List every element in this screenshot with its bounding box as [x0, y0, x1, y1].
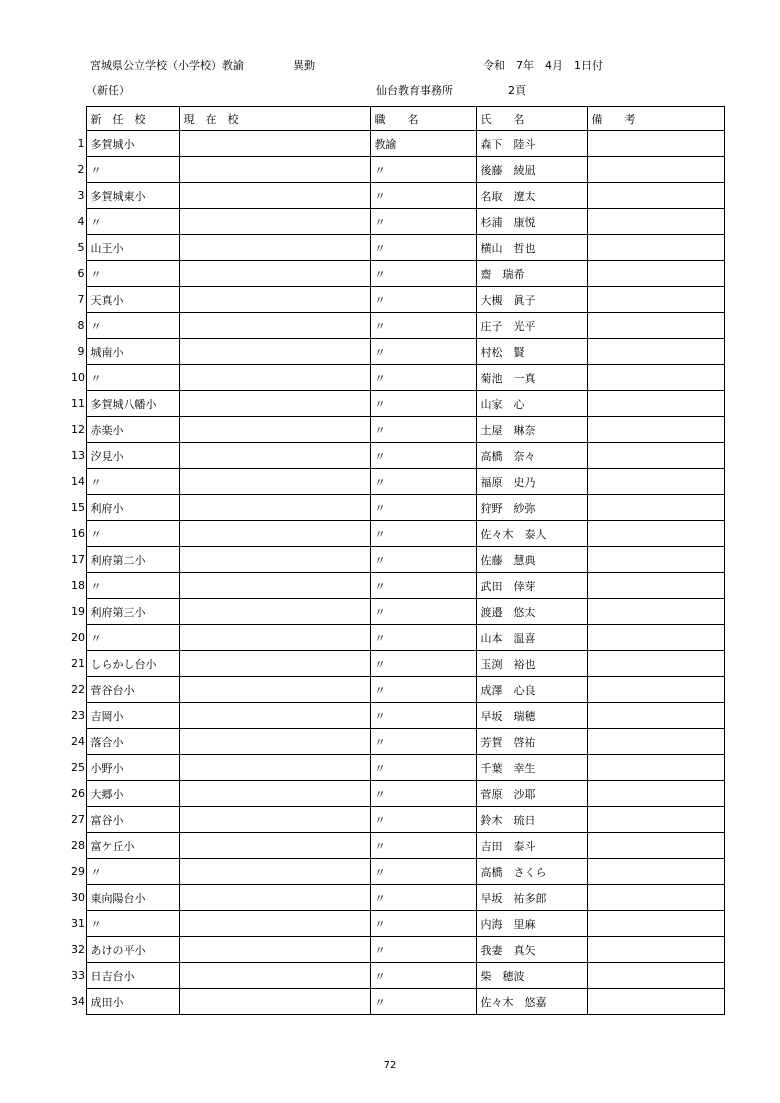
- row-number: 14: [71, 475, 85, 488]
- current-school-cell: [179, 339, 370, 365]
- table-row: [71, 391, 724, 417]
- new-school-cell: 〃: [86, 911, 179, 937]
- new-school-cell: 〃: [86, 313, 179, 339]
- new-school-cell: しらかし台小: [86, 651, 179, 677]
- table-row: [71, 521, 724, 547]
- current-school-cell: [179, 209, 370, 235]
- new-school-cell: 山王小: [86, 235, 179, 261]
- table-row: [71, 469, 724, 495]
- position-cell: 〃: [370, 521, 476, 547]
- name-cell: 高橋 さくら: [476, 859, 587, 885]
- table-row: [71, 573, 724, 599]
- current-school-cell: [179, 261, 370, 287]
- remarks-cell: [587, 729, 724, 755]
- table-row: [71, 131, 724, 157]
- remarks-cell: [587, 859, 724, 885]
- name-cell: 佐藤 慧典: [476, 547, 587, 573]
- table-row: [71, 547, 724, 573]
- remarks-cell: [587, 443, 724, 469]
- new-school-cell: 成田小: [86, 989, 179, 1015]
- new-school-cell: 多賀城小: [86, 131, 179, 157]
- column-header-current-school: 現 在 校: [179, 107, 370, 131]
- position-cell: 〃: [370, 573, 476, 599]
- row-number: 9: [77, 345, 85, 358]
- row-number: 7: [77, 293, 85, 306]
- table-row: [71, 417, 724, 443]
- page-label: 2頁: [508, 84, 526, 97]
- table-row: [71, 365, 724, 391]
- row-number: 4: [77, 215, 85, 228]
- new-school-cell: 〃: [86, 261, 179, 287]
- roster-table: [71, 106, 725, 1015]
- row-number: 29: [71, 865, 85, 878]
- position-cell: 〃: [370, 625, 476, 651]
- row-number: 30: [71, 891, 85, 904]
- row-number: 12: [71, 423, 85, 436]
- position-cell: 〃: [370, 313, 476, 339]
- name-cell: 山家 心: [476, 391, 587, 417]
- current-school-cell: [179, 157, 370, 183]
- table-row: [71, 807, 724, 833]
- remarks-cell: [587, 781, 724, 807]
- table-row: [71, 729, 724, 755]
- table-row: [71, 989, 724, 1015]
- row-number: 11: [71, 397, 85, 410]
- remarks-cell: [587, 365, 724, 391]
- roster-body: [71, 131, 724, 1015]
- row-number: 8: [77, 319, 85, 332]
- row-number: 16: [71, 527, 85, 540]
- row-number: 19: [71, 605, 85, 618]
- table-row: [71, 261, 724, 287]
- position-cell: 〃: [370, 677, 476, 703]
- current-school-cell: [179, 417, 370, 443]
- name-cell: 芳賀 啓祐: [476, 729, 587, 755]
- name-cell: 後藤 綾凪: [476, 157, 587, 183]
- table-row: [71, 183, 724, 209]
- remarks-cell: [587, 235, 724, 261]
- table-row: [71, 677, 724, 703]
- table-row: [71, 859, 724, 885]
- new-school-cell: 赤楽小: [86, 417, 179, 443]
- name-cell: 名取 遼太: [476, 183, 587, 209]
- position-cell: 〃: [370, 599, 476, 625]
- new-school-cell: 利府第三小: [86, 599, 179, 625]
- new-school-cell: 菅谷台小: [86, 677, 179, 703]
- name-cell: 柴 穂波: [476, 963, 587, 989]
- table-row: [71, 885, 724, 911]
- current-school-cell: [179, 677, 370, 703]
- row-number: 1: [77, 137, 85, 150]
- position-cell: 〃: [370, 339, 476, 365]
- new-school-cell: 多賀城八幡小: [86, 391, 179, 417]
- name-cell: 福原 史乃: [476, 469, 587, 495]
- name-cell: 我妻 真矢: [476, 937, 587, 963]
- current-school-cell: [179, 859, 370, 885]
- current-school-cell: [179, 833, 370, 859]
- table-row: [71, 651, 724, 677]
- row-number: 17: [71, 553, 85, 566]
- remarks-cell: [587, 495, 724, 521]
- position-cell: 〃: [370, 885, 476, 911]
- current-school-cell: [179, 963, 370, 989]
- position-cell: 〃: [370, 833, 476, 859]
- current-school-cell: [179, 469, 370, 495]
- remarks-cell: [587, 937, 724, 963]
- column-header-position: 職 名: [370, 107, 476, 131]
- current-school-cell: [179, 495, 370, 521]
- remarks-cell: [587, 391, 724, 417]
- current-school-cell: [179, 573, 370, 599]
- position-cell: 〃: [370, 703, 476, 729]
- position-cell: 〃: [370, 781, 476, 807]
- new-school-cell: 天真小: [86, 287, 179, 313]
- remarks-cell: [587, 573, 724, 599]
- new-school-cell: 汐見小: [86, 443, 179, 469]
- new-school-cell: あけの平小: [86, 937, 179, 963]
- position-cell: 〃: [370, 157, 476, 183]
- table-row: [71, 287, 724, 313]
- name-cell: 内海 里麻: [476, 911, 587, 937]
- table-row: [71, 235, 724, 261]
- position-cell: 〃: [370, 963, 476, 989]
- row-number: 6: [77, 267, 85, 280]
- row-number: 13: [71, 449, 85, 462]
- position-cell: 〃: [370, 209, 476, 235]
- current-school-cell: [179, 703, 370, 729]
- name-cell: 横山 哲也: [476, 235, 587, 261]
- table-row: [71, 625, 724, 651]
- category-label: （新任）: [86, 84, 130, 97]
- new-school-cell: 〃: [86, 625, 179, 651]
- name-cell: 早坂 祐多郎: [476, 885, 587, 911]
- position-cell: 〃: [370, 183, 476, 209]
- current-school-cell: [179, 287, 370, 313]
- position-cell: 〃: [370, 755, 476, 781]
- position-cell: 〃: [370, 417, 476, 443]
- name-cell: 高橋 奈々: [476, 443, 587, 469]
- table-row: [71, 911, 724, 937]
- remarks-cell: [587, 703, 724, 729]
- name-cell: 菊池 一真: [476, 365, 587, 391]
- new-school-cell: 多賀城東小: [86, 183, 179, 209]
- current-school-cell: [179, 391, 370, 417]
- name-cell: 杉浦 康悦: [476, 209, 587, 235]
- table-row: [71, 313, 724, 339]
- position-cell: 〃: [370, 365, 476, 391]
- table-row: [71, 599, 724, 625]
- position-cell: 〃: [370, 911, 476, 937]
- name-cell: 村松 賢: [476, 339, 587, 365]
- current-school-cell: [179, 365, 370, 391]
- remarks-cell: [587, 287, 724, 313]
- new-school-cell: 日吉台小: [86, 963, 179, 989]
- name-cell: 山本 温喜: [476, 625, 587, 651]
- remarks-cell: [587, 755, 724, 781]
- new-school-cell: 〃: [86, 365, 179, 391]
- position-cell: 〃: [370, 469, 476, 495]
- column-header-remarks: 備 考: [587, 107, 724, 131]
- table-row: [71, 833, 724, 859]
- table-row: [71, 703, 724, 729]
- current-school-cell: [179, 885, 370, 911]
- row-number: 10: [71, 371, 85, 384]
- row-number: 24: [71, 735, 85, 748]
- position-cell: 〃: [370, 261, 476, 287]
- current-school-cell: [179, 781, 370, 807]
- new-school-cell: 城南小: [86, 339, 179, 365]
- current-school-cell: [179, 313, 370, 339]
- name-cell: 齋 瑞希: [476, 261, 587, 287]
- new-school-cell: 〃: [86, 521, 179, 547]
- current-school-cell: [179, 521, 370, 547]
- new-school-cell: 落合小: [86, 729, 179, 755]
- row-number: 23: [71, 709, 85, 722]
- row-number: 33: [71, 969, 85, 982]
- new-school-cell: 〃: [86, 859, 179, 885]
- position-cell: 〃: [370, 235, 476, 261]
- name-cell: 早坂 瑞穂: [476, 703, 587, 729]
- row-number: 31: [71, 917, 85, 930]
- position-cell: 教諭: [370, 131, 476, 157]
- remarks-cell: [587, 521, 724, 547]
- new-school-cell: 利府小: [86, 495, 179, 521]
- row-number: 32: [71, 943, 85, 956]
- column-header-name: 氏 名: [476, 107, 587, 131]
- current-school-cell: [179, 807, 370, 833]
- table-header-row: [71, 107, 724, 131]
- current-school-cell: [179, 937, 370, 963]
- remarks-cell: [587, 599, 724, 625]
- name-cell: 土屋 琳奈: [476, 417, 587, 443]
- row-number: 5: [77, 241, 85, 254]
- table-row: [71, 157, 724, 183]
- row-number: 27: [71, 813, 85, 826]
- page-number: 72: [383, 1060, 397, 1071]
- current-school-cell: [179, 599, 370, 625]
- table-row: [71, 781, 724, 807]
- new-school-cell: 富ケ丘小: [86, 833, 179, 859]
- name-cell: 庄子 光平: [476, 313, 587, 339]
- new-school-cell: 小野小: [86, 755, 179, 781]
- row-number-header: [71, 107, 86, 131]
- effective-date: 令和 7年 4月 1日付: [483, 59, 603, 72]
- remarks-cell: [587, 261, 724, 287]
- row-number: 3: [77, 189, 85, 202]
- current-school-cell: [179, 547, 370, 573]
- document-title: 宮城県公立学校（小学校）教諭: [90, 59, 244, 72]
- table-row: [71, 937, 724, 963]
- row-number: 15: [71, 501, 85, 514]
- table-row: [71, 443, 724, 469]
- current-school-cell: [179, 651, 370, 677]
- new-school-cell: 〃: [86, 573, 179, 599]
- remarks-cell: [587, 131, 724, 157]
- name-cell: 佐々木 悠嘉: [476, 989, 587, 1015]
- new-school-cell: 〃: [86, 157, 179, 183]
- row-number: 22: [71, 683, 85, 696]
- current-school-cell: [179, 131, 370, 157]
- row-number: 34: [71, 995, 85, 1008]
- remarks-cell: [587, 651, 724, 677]
- remarks-cell: [587, 547, 724, 573]
- remarks-cell: [587, 157, 724, 183]
- column-header-new-school: 新 任 校: [86, 107, 179, 131]
- name-cell: 玉渕 裕也: [476, 651, 587, 677]
- name-cell: 菅原 沙耶: [476, 781, 587, 807]
- remarks-cell: [587, 963, 724, 989]
- position-cell: 〃: [370, 547, 476, 573]
- row-number: 2: [77, 163, 85, 176]
- row-number: 20: [71, 631, 85, 644]
- current-school-cell: [179, 183, 370, 209]
- remarks-cell: [587, 677, 724, 703]
- position-cell: 〃: [370, 651, 476, 677]
- remarks-cell: [587, 885, 724, 911]
- current-school-cell: [179, 755, 370, 781]
- new-school-cell: 〃: [86, 469, 179, 495]
- row-number: 26: [71, 787, 85, 800]
- new-school-cell: 〃: [86, 209, 179, 235]
- row-number: 28: [71, 839, 85, 852]
- new-school-cell: 吉岡小: [86, 703, 179, 729]
- name-cell: 森下 陸斗: [476, 131, 587, 157]
- position-cell: 〃: [370, 729, 476, 755]
- name-cell: 佐々木 泰人: [476, 521, 587, 547]
- position-cell: 〃: [370, 859, 476, 885]
- remarks-cell: [587, 989, 724, 1015]
- new-school-cell: 東向陽台小: [86, 885, 179, 911]
- new-school-cell: 大郷小: [86, 781, 179, 807]
- remarks-cell: [587, 417, 724, 443]
- remarks-cell: [587, 469, 724, 495]
- position-cell: 〃: [370, 495, 476, 521]
- current-school-cell: [179, 235, 370, 261]
- row-number: 18: [71, 579, 85, 592]
- row-number: 25: [71, 761, 85, 774]
- remarks-cell: [587, 833, 724, 859]
- remarks-cell: [587, 339, 724, 365]
- current-school-cell: [179, 989, 370, 1015]
- current-school-cell: [179, 729, 370, 755]
- remarks-cell: [587, 807, 724, 833]
- name-cell: 吉田 泰斗: [476, 833, 587, 859]
- remarks-cell: [587, 625, 724, 651]
- position-cell: 〃: [370, 391, 476, 417]
- name-cell: 千葉 幸生: [476, 755, 587, 781]
- name-cell: 大槻 眞子: [476, 287, 587, 313]
- name-cell: 渡邉 悠太: [476, 599, 587, 625]
- new-school-cell: 利府第二小: [86, 547, 179, 573]
- current-school-cell: [179, 443, 370, 469]
- table-row: [71, 495, 724, 521]
- name-cell: 狩野 紗弥: [476, 495, 587, 521]
- remarks-cell: [587, 209, 724, 235]
- remarks-cell: [587, 183, 724, 209]
- remarks-cell: [587, 313, 724, 339]
- table-row: [71, 209, 724, 235]
- transfer-type: 異動: [293, 59, 315, 72]
- remarks-cell: [587, 911, 724, 937]
- new-school-cell: 富谷小: [86, 807, 179, 833]
- position-cell: 〃: [370, 287, 476, 313]
- table-row: [71, 963, 724, 989]
- current-school-cell: [179, 911, 370, 937]
- name-cell: 成澤 心良: [476, 677, 587, 703]
- current-school-cell: [179, 625, 370, 651]
- name-cell: 武田 倖芽: [476, 573, 587, 599]
- table-row: [71, 755, 724, 781]
- position-cell: 〃: [370, 443, 476, 469]
- position-cell: 〃: [370, 989, 476, 1015]
- office-name: 仙台教育事務所: [376, 84, 453, 97]
- row-number: 21: [71, 657, 85, 670]
- position-cell: 〃: [370, 937, 476, 963]
- name-cell: 鈴木 琉日: [476, 807, 587, 833]
- position-cell: 〃: [370, 807, 476, 833]
- table-row: [71, 339, 724, 365]
